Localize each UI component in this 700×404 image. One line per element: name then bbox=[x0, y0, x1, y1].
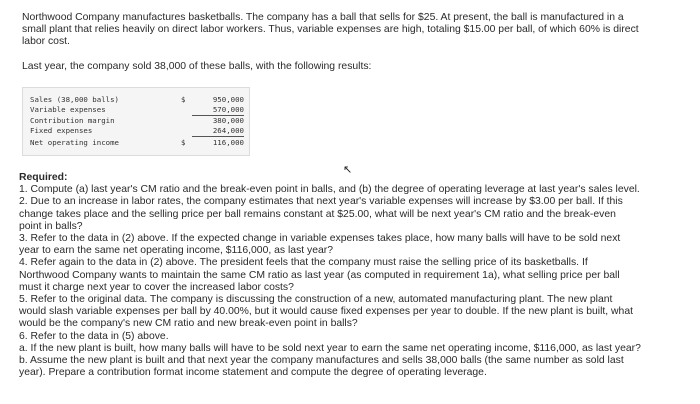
statement-label: Sales (38,000 balls) bbox=[30, 95, 119, 104]
required-line: year). Prepare a contribution format income statement and compute the degree of operating leverage. bbox=[19, 367, 487, 379]
required-line: 2. Due to an increase in labor rates, the company estimates that next year's variable expenses will increase by $3.00 per ball. If this bbox=[19, 196, 623, 208]
required-line: would be the company's new CM ratio and new break-even point in balls? bbox=[19, 318, 358, 330]
required-line: Northwood Company wants to maintain the same CM ratio as last year (as computed in requirement 1a), what selling price per ball bbox=[19, 269, 620, 281]
problem-intro bbox=[22, 12, 682, 49]
required-line: 6. Refer to the data in (5) above. bbox=[19, 330, 169, 342]
intro-line: small plant that relies heavily on direct labor workers. Thus, variable expenses are high, totaling $15.00 per ball, of which 60% is direct bbox=[22, 24, 639, 36]
required-line: must it charge next year to cover the increased labor costs? bbox=[19, 281, 294, 293]
required-line: 5. Refer to the original data. The company is discussing the construction of a new, automated manufacturing plant. The new plant bbox=[19, 294, 613, 306]
currency-symbol: $ bbox=[181, 138, 186, 147]
required-line: 4. Refer again to the data in (2) above. The president feels that the company must raise the selling price of its basketballs. If bbox=[19, 257, 588, 269]
required-line: 1. Compute (a) last year's CM ratio and the break-even point in balls, and (b) the degree of operating leverage at last year's sales level. bbox=[19, 184, 640, 196]
required-line: point in balls? bbox=[19, 220, 83, 232]
statement-value: 116,000 bbox=[212, 138, 244, 147]
required-line: b. Assume the new plant is built and that next year the company manufactures and sells 38,000 balls (the same number as sold last bbox=[19, 355, 624, 367]
statement-value: 380,000 bbox=[212, 116, 244, 125]
statement-row-sales bbox=[30, 95, 244, 105]
statement-row-variable-expenses bbox=[30, 105, 244, 115]
statement-label: Net operating income bbox=[30, 138, 119, 147]
required-line: year to earn the same net operating income, $116,000, as last year? bbox=[19, 245, 334, 257]
statement-value: 264,000 bbox=[192, 126, 244, 137]
statement-row-contribution-margin bbox=[30, 116, 244, 126]
required-line: a. If the new plant is built, how many balls will have to be sold next year to earn the same net operating income, $116,000, as last year? bbox=[19, 342, 641, 354]
statement-value: 570,000 bbox=[192, 105, 244, 116]
statement-value: 950,000 bbox=[212, 95, 244, 104]
required-title: Required: bbox=[19, 172, 68, 183]
required-line: 3. Refer to the data in (2) above. If the expected change in variable expenses takes place, how many balls will have to be sold next bbox=[19, 233, 621, 245]
intro-line: labor cost. bbox=[22, 36, 70, 48]
mouse-cursor-icon: ↖ bbox=[343, 164, 353, 176]
statement-label: Variable expenses bbox=[30, 105, 106, 114]
required-line: would slash variable expenses per ball by 40.00%, but it would cause fixed expenses per year to double. If the new plant is built, what bbox=[19, 306, 633, 318]
income-statement bbox=[22, 87, 250, 156]
required-line: change takes place and the selling price per ball remains constant at $25.00, what will be next year's CM ratio and the break-even bbox=[19, 208, 616, 220]
last-year-text: Last year, the company sold 38,000 of these balls, with the following results: bbox=[22, 61, 372, 72]
intro-line: Northwood Company manufactures basketballs. The company has a ball that sells for $25. At present, the ball is manufactured in a bbox=[22, 12, 624, 23]
currency-symbol: $ bbox=[181, 95, 186, 104]
statement-row-fixed-expenses bbox=[30, 126, 244, 136]
statement-label: Contribution margin bbox=[30, 116, 115, 125]
required-section bbox=[19, 172, 691, 379]
statement-row-net-operating-income bbox=[30, 138, 244, 148]
statement-label: Fixed expenses bbox=[30, 126, 93, 135]
